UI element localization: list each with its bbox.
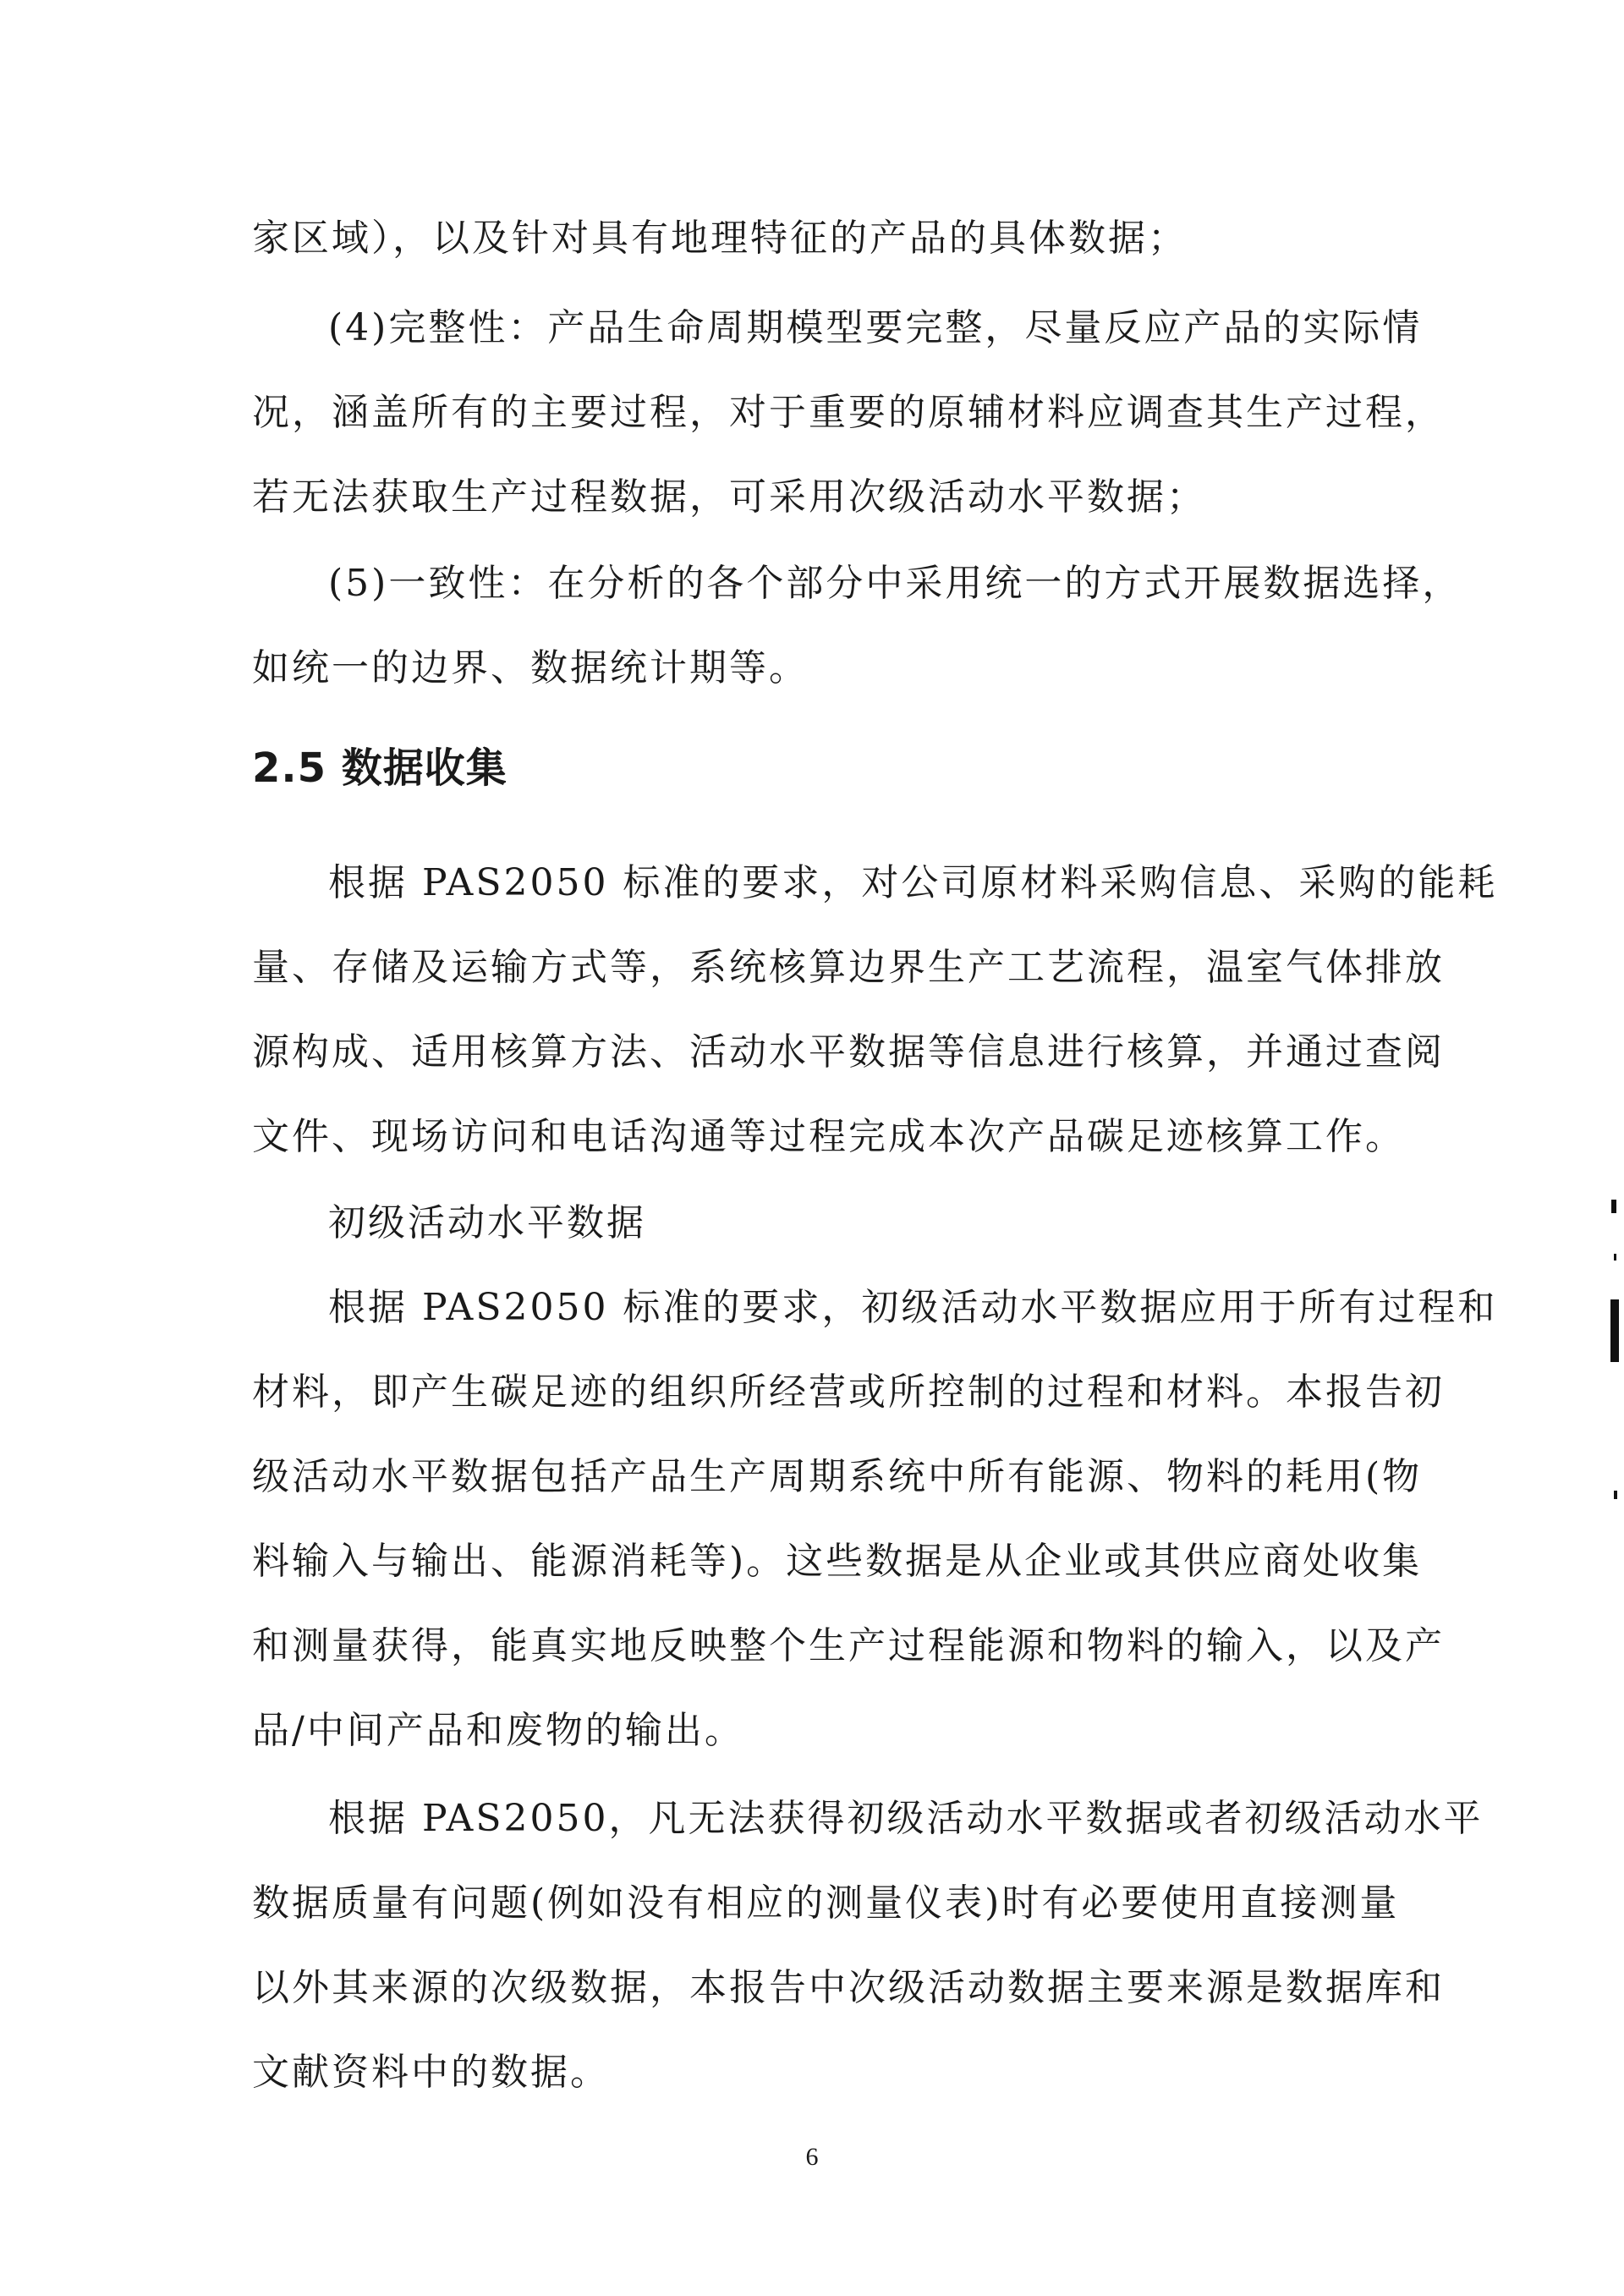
paragraph-line: 料输入与输出、能源消耗等)。这些数据是从企业或其供应商处收集: [252, 1540, 1423, 1583]
paragraph-line: 根据 PAS2050，凡无法获得初级活动水平数据或者初级活动水平: [328, 1797, 1484, 1840]
paragraph-line: 文献资料中的数据。: [252, 2051, 610, 2094]
scan-edge-mark: [1614, 1254, 1616, 1261]
paragraph-line: (4)完整性：产品生命周期模型要完整，尽量反应产品的实际情: [328, 306, 1423, 349]
scan-edge-mark: [1614, 1491, 1617, 1499]
paragraph-line: (5)一致性：在分析的各个部分中采用统一的方式开展数据选择，: [328, 562, 1462, 605]
paragraph-line: 以外其来源的次级数据，本报告中次级活动数据主要来源是数据库和: [252, 1966, 1445, 2009]
paragraph-line: 品/中间产品和废物的输出。: [252, 1709, 744, 1752]
scan-edge-mark: [1611, 1200, 1616, 1213]
section-heading: 2.5 数据收集: [252, 744, 508, 792]
paragraph-line: 家区域），以及针对具有地理特征的产品的具体数据；: [252, 217, 1188, 260]
paragraph-line: 数据质量有问题(例如没有相应的测量仪表)时有必要使用直接测量: [252, 1881, 1400, 1925]
scan-edge-mark: [1610, 1299, 1619, 1362]
paragraph-line: 根据 PAS2050 标准的要求，初级活动水平数据应用于所有过程和: [328, 1286, 1498, 1329]
paragraph-line: 材料，即产生碳足迹的组织所经营或所控制的过程和材料。本报告初: [252, 1370, 1445, 1414]
paragraph-line: 若无法获取生产过程数据，可采用次级活动水平数据；: [252, 475, 1206, 519]
paragraph-line: 文件、现场访问和电话沟通等过程完成本次产品碳足迹核算工作。: [252, 1115, 1405, 1158]
paragraph-line: 和测量获得，能真实地反映整个生产过程能源和物料的输入，以及产: [252, 1624, 1445, 1667]
subheading-line: 初级活动水平数据: [328, 1201, 646, 1244]
paragraph-line: 量、存储及运输方式等，系统核算边界生产工艺流程，温室气体排放: [252, 946, 1445, 989]
paragraph-line: 如统一的边界、数据统计期等。: [252, 646, 809, 689]
paragraph-line: 根据 PAS2050 标准的要求，对公司原材料采购信息、采购的能耗: [328, 861, 1498, 904]
page-number: 6: [805, 2143, 819, 2171]
paragraph-line: 源构成、适用核算方法、活动水平数据等信息进行核算，并通过查阅: [252, 1030, 1445, 1074]
paragraph-line: 级活动水平数据包括产品生产周期系统中所有能源、物料的耗用(物: [252, 1455, 1423, 1498]
paragraph-line: 况，涵盖所有的主要过程，对于重要的原辅材料应调查其生产过程，: [252, 391, 1445, 434]
